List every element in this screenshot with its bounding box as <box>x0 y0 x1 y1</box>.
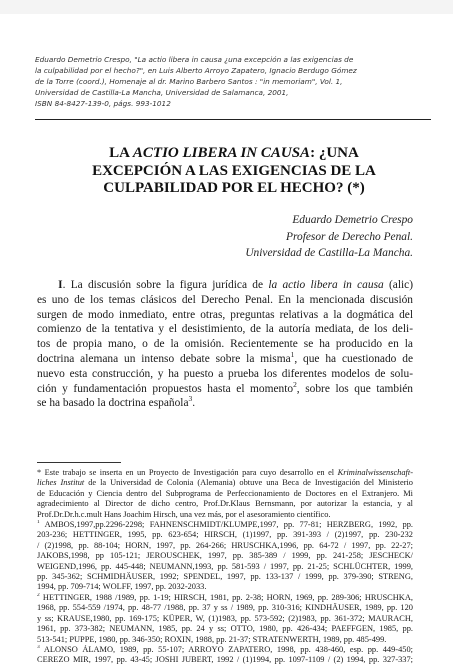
title-italic-text: ACTIO LIBERA IN CAUSA <box>132 145 311 161</box>
body-text-span: , que ha cuestionado de <box>294 352 413 365</box>
body-line <box>37 278 413 293</box>
footnote-line: CEREZO MIR, 1997, pp. 43-45; JOSHI JUBERT, 1992 / (1)1994, pp. 1097-1109 / (2) 1994, pp. 327-337; <box>37 655 413 665</box>
body-text-span: . <box>192 397 196 410</box>
footnote-line <box>37 468 413 478</box>
footnote-ref[interactable]: 1 <box>290 351 295 360</box>
top-bar <box>0 0 453 14</box>
body-line <box>37 352 413 367</box>
footnote-number: 3 <box>37 644 40 651</box>
body-line <box>37 382 413 397</box>
footnote-line: 1968, pp. 554-559 /1974, pp. 48-77 /1988, pp. 37 y ss / 1989, pp. 310-316; KINDHÄUSER, 1989, pp. 120 <box>37 603 413 613</box>
body-line: es uno de los temas clásicos del Derecho Penal. En la mencionada discusión <box>37 293 413 306</box>
body-line <box>37 396 413 411</box>
article-title <box>70 145 398 198</box>
footnote-italic: liches Institut <box>37 478 85 488</box>
footnote-number: 1 <box>37 520 40 526</box>
author-role: Profesor de Derecho Penal. <box>286 230 413 243</box>
body-line: tos de propia mano, o de la omisión. Recientemente se ha producido en la <box>37 338 413 351</box>
footnote-text: AMBOS,1997,pp.2296-2298; FAHNENSCHMIDT/KLUMPE,1997, pp. 77-81; HERZBERG, 1992, pp. <box>39 520 413 530</box>
author-block <box>200 212 413 262</box>
footnote-text: * Este trabajo se inserta en un Proyecto de Investigación para cuyo desarrollo en el <box>37 468 338 477</box>
citation-line: Universidad de Castilla-La Mancha, Universidad de Salamanca, 2001, <box>35 88 289 97</box>
footnote-divider <box>37 462 121 463</box>
header-divider <box>35 119 431 120</box>
title-line: EXCEPCIÓN A LAS EXIGENCIAS DE LA <box>92 162 376 179</box>
citation-line: la culpabilidad por el hecho?", en Luis Alberto Arroyo Zapatero, Ignacio Berdugo Gómez <box>35 66 357 75</box>
title-text: LA <box>109 145 133 161</box>
footnote-line: JAKOBS,1998, pp 105-121; JEROUSCHEK, 1997, pp. 385-389 / 1999, pp. 241-258; JESCHECK/ <box>37 551 413 561</box>
body-text-span: . La discusión sobre la figura jurídica de <box>62 279 269 291</box>
citation-block <box>35 54 431 109</box>
footnote-line <box>37 645 413 655</box>
footnote-number: 2 <box>37 592 40 599</box>
author-affiliation: Universidad de Castilla-La Mancha. <box>245 247 413 260</box>
body-text-span: ción y fundamentación propuestos hasta el momento <box>37 382 294 395</box>
body-text-span: se ha basado la doctrina española <box>37 397 189 410</box>
footnote-line <box>37 593 413 603</box>
footnote-line: 203-236; HETTINGER, 1995, pp. 623-654; HIRSCH, (1)1997, pp. 391-393 / (2)1997, pp. 230-232 <box>37 530 413 540</box>
body-line: nuevo esta construcción, y ha puesto a prueba los diferentes modelos de solu- <box>37 367 413 380</box>
footnote-line: WEIGEND,1996, pp. 445-448; NEUMANN,1993, pp. 581-593 / 1997, pp. 21-25; SCHLÜCHTER, 1999, <box>37 561 413 571</box>
citation-line: de la Torre (coord.), Homenaje al dr. Marino Barbero Santos : "in memoriam", Vol. 1, <box>35 77 343 86</box>
body-text-span: doctrina alemana un intenso debate sobre la misma <box>37 352 291 365</box>
footnote-italic: Kriminalwissenschaft- <box>337 468 413 477</box>
title-line <box>70 145 398 163</box>
body-text <box>37 278 413 411</box>
footnote-line: y ss; KRAUSE,1980, pp. 169-175; KÜPER, W, (1)1983, pp. 573-592; (2)1983, pp. 361-372; MAURACH, <box>37 613 413 623</box>
footnote-line: Prof.Dr.Dr.h.c.mult Hans Joachim Hirsch, una vez más, por el asesoramiento científico. <box>37 509 331 519</box>
citation-line: ISBN 84-8427-139-0, págs. 993-1012 <box>35 99 171 108</box>
footnote-line: de Educación y Ciencia dentro del Subprograma de Perfeccionamiento de Doctores en el Extranjero. Mi <box>37 488 413 498</box>
footnote-line: pp. 345-362; SCHMIDHÄUSER, 1992; SPENDEL, 1997, pp. 133-137 / 1999, pp. 379-390; STRENG, <box>37 572 413 582</box>
footnote-line: agradecimiento al Director de dicho centro, Prof.Dr.Klaus Bernsmann, por autorizar la estancia, y al <box>37 499 413 509</box>
title-text: : ¿UNA <box>310 145 359 161</box>
footnote-text: ALONSO ÁLAMO, 1989, pp. 55-107; ARROYO ZAPATERO, 1998, pp. 438-460, esp. pp. 449-450; <box>39 644 413 654</box>
footnote-line: 1961, pp. 373-382; NEUMANN, 1985, pp. 24 y ss; OTTO, 1980, pp. 426-434; PAEFFGEN, 1985, pp. <box>37 624 413 634</box>
footnote-ref[interactable]: 2 <box>293 381 297 389</box>
author-name: Eduardo Demetrio Crespo <box>292 214 413 226</box>
body-italic-span: la actio libera in causa <box>268 279 384 291</box>
footnote-line: 1994, pp. 709-714; WOLFF, 1997, pp. 2032-2033. <box>37 582 207 592</box>
footnote-line <box>37 478 413 488</box>
footnote-text: de la Universidad de Colonia (Alemania) obtuve una Beca de Investigación del Ministerio <box>84 478 413 488</box>
footnote-text: HETTINGER, 1988 /1989, pp. 1-19; HIRSCH, 1981, pp. 2-38; HORN, 1969, pp. 289-306; HRUSCHKA, <box>39 592 413 602</box>
body-line: surgen de modo inmediato, entre otras, preguntas relativas a la dogmática del <box>37 308 413 321</box>
body-text-span: (alic) <box>383 279 413 291</box>
footnote-line: / (2)1998, pp. 88-104; HORN, 1997, pp. 264-266; HRUSCHKA,1996, pp. 64-72 / 1997, pp. 22-27; <box>37 540 413 550</box>
body-text-span: , sobre los que también <box>296 382 413 395</box>
body-line: comienzo de la tentativa y el desistimiento, de la autoría mediata, de los deli- <box>37 323 413 336</box>
footnotes <box>37 468 413 666</box>
section-number: I <box>58 279 63 291</box>
citation-line: Eduardo Demetrio Crespo, "La actio libera in causa ¿una excepción a las exigencias de <box>35 55 354 64</box>
footnote-line: 513-541; PUPPE, 1980, pp. 346-350; ROXIN, 1988, pp. 21-37; STRATENWERTH, 1989, pp. 485-499. <box>37 634 387 644</box>
footnote-ref[interactable]: 3 <box>188 396 193 404</box>
footnote-line <box>37 520 413 530</box>
title-line: CULPABILIDAD POR EL HECHO? (*) <box>103 180 365 196</box>
